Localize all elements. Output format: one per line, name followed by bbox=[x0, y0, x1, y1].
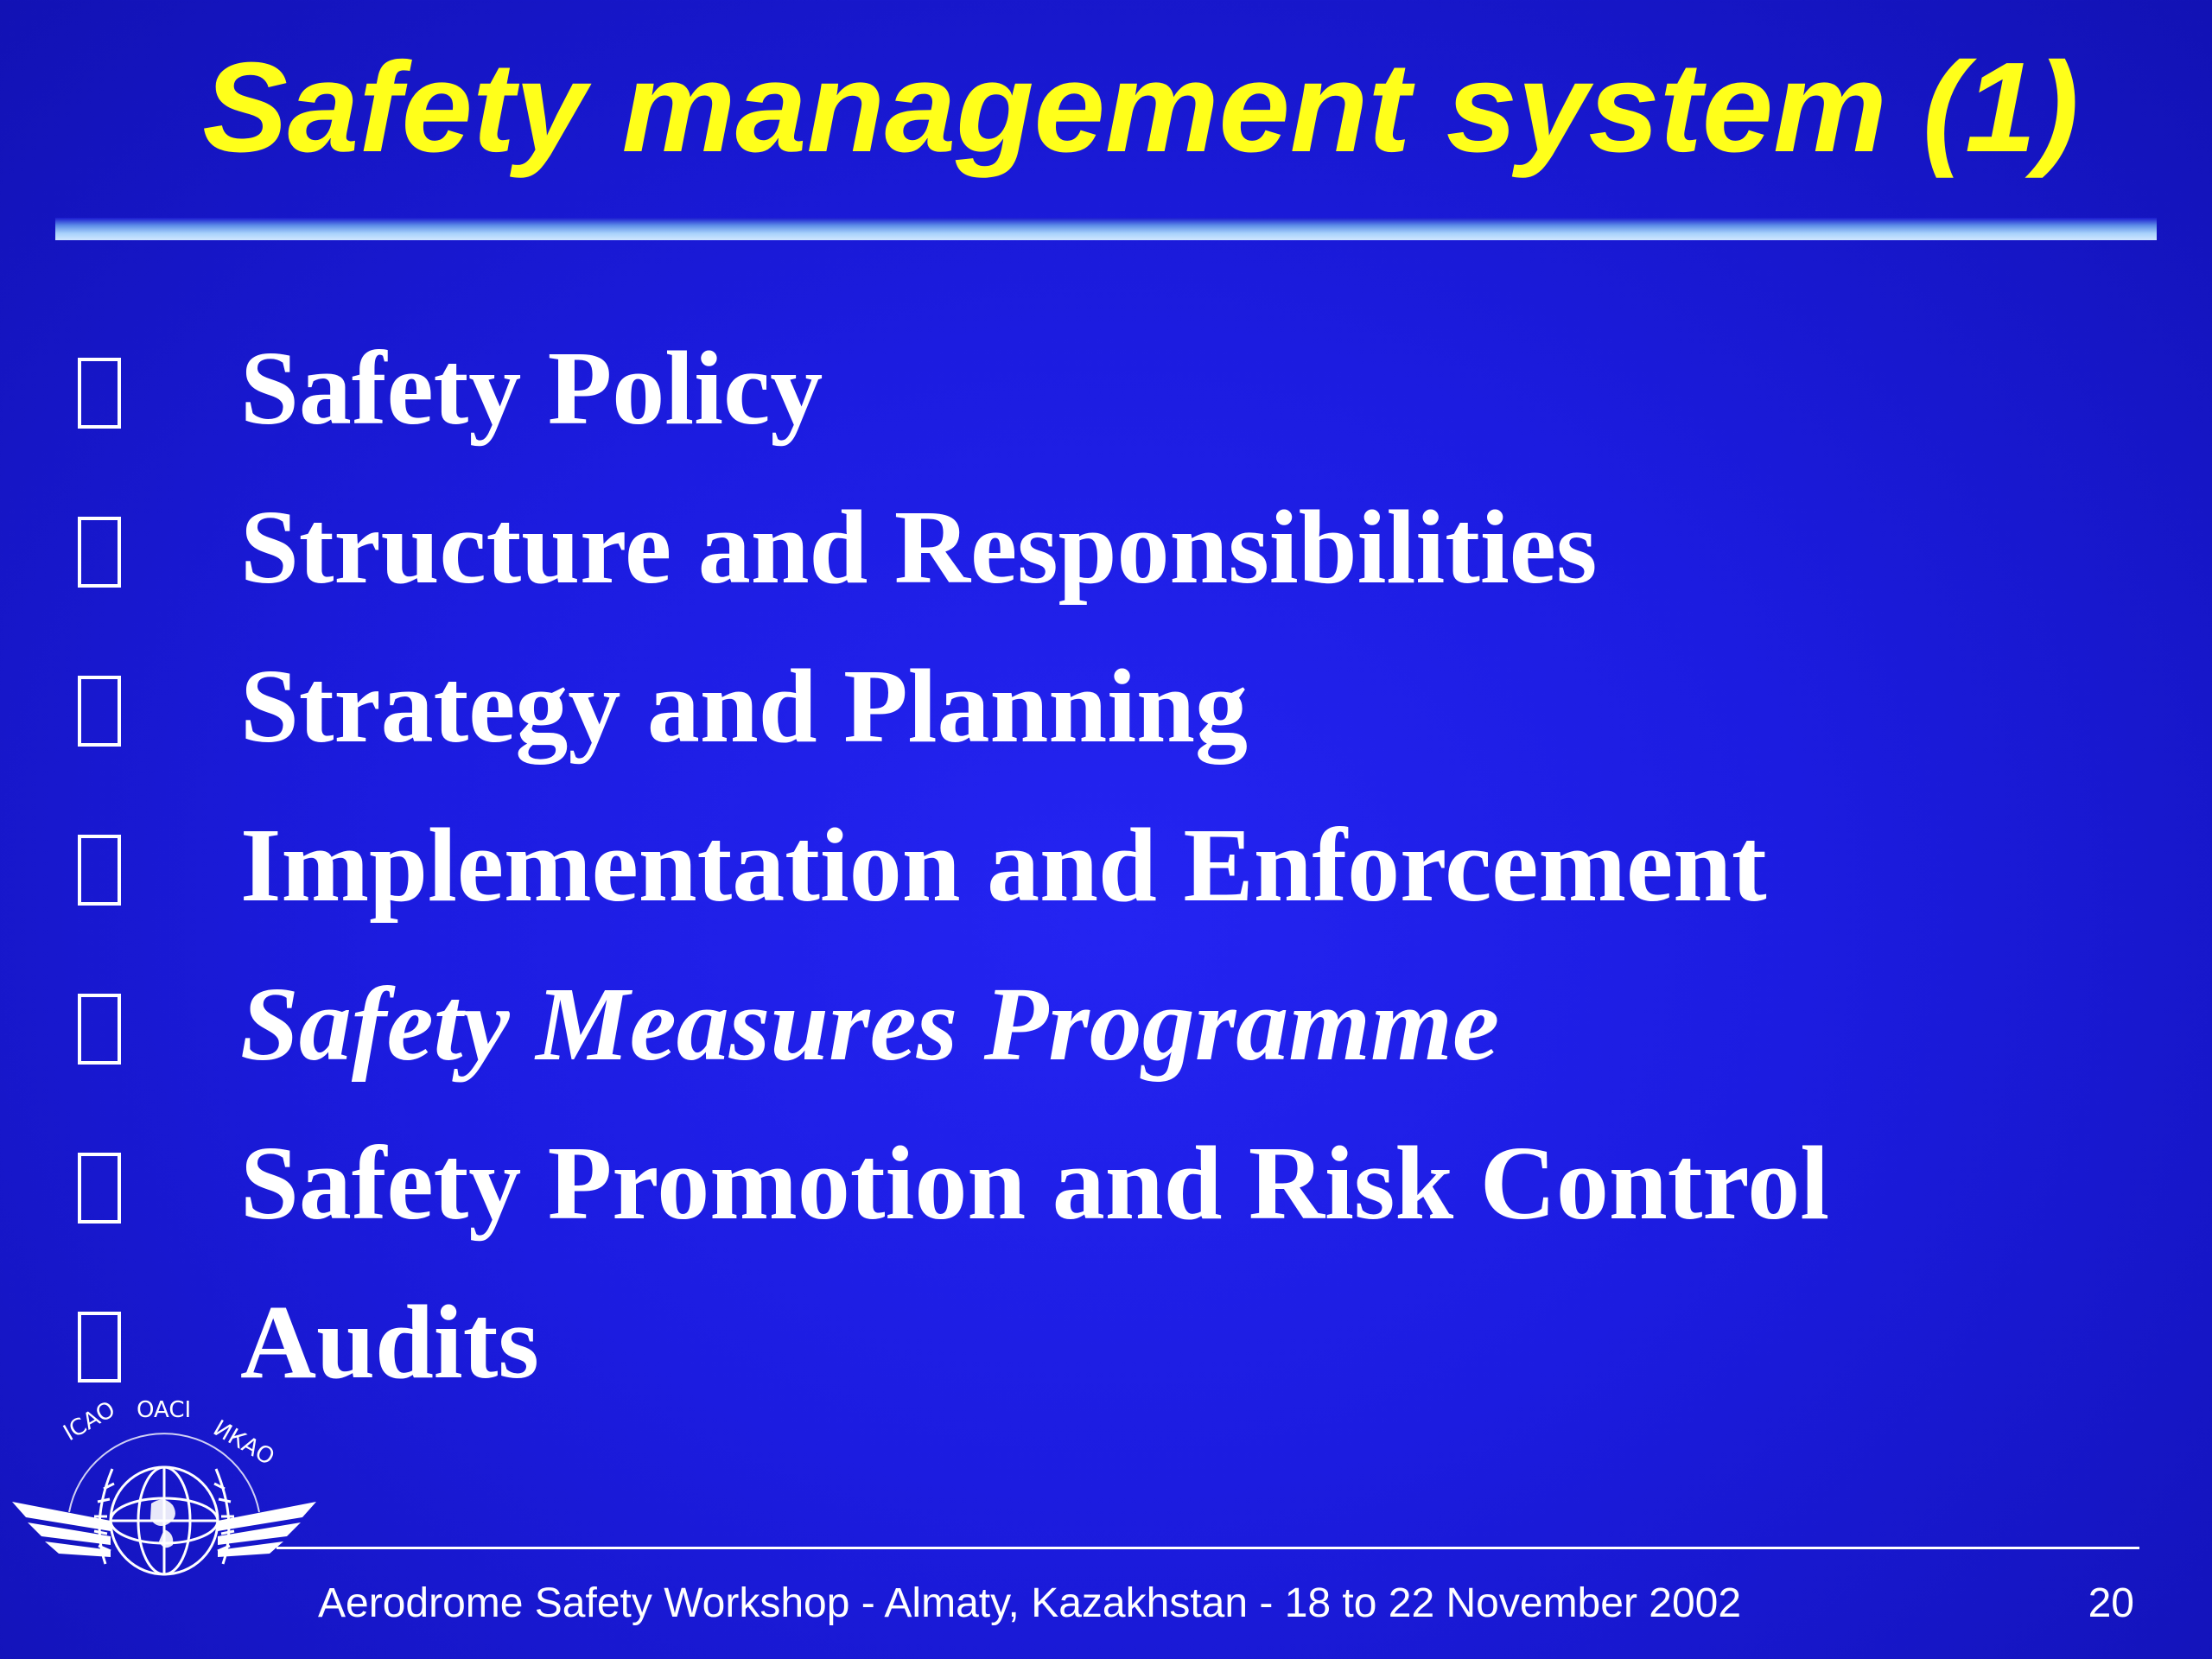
bullet-item bbox=[0, 797, 2212, 956]
square-bullet-icon bbox=[78, 517, 121, 588]
svg-text:OACI: OACI bbox=[137, 1397, 192, 1423]
square-bullet-icon bbox=[78, 1153, 121, 1224]
svg-text:ICAO: ICAO bbox=[59, 1396, 120, 1447]
square-bullet-icon bbox=[78, 994, 121, 1065]
bullet-label: Structure and Responsibilities bbox=[240, 489, 1598, 606]
square-bullet-icon bbox=[78, 358, 121, 429]
footer-text: Aerodrome Safety Workshop - Almaty, Kazakhstan - 18 to 22 November 2002 bbox=[318, 1580, 1742, 1626]
bullet-item bbox=[0, 1274, 2212, 1433]
bullet-list bbox=[0, 320, 2212, 1433]
bullet-label: Safety Promotion and Risk Control bbox=[240, 1125, 1830, 1242]
square-bullet-icon bbox=[78, 835, 121, 906]
bullet-label: Safety Measures Programme bbox=[240, 966, 1500, 1083]
page-number: 20 bbox=[2088, 1580, 2134, 1626]
slide-title: Safety management system (1) bbox=[202, 36, 2079, 179]
icao-emblem-icon bbox=[9, 1391, 320, 1650]
bullet-item bbox=[0, 320, 2212, 479]
bullet-label: Strategy and Planning bbox=[240, 648, 1248, 765]
bullet-item bbox=[0, 638, 2212, 797]
square-bullet-icon bbox=[78, 1312, 121, 1382]
bullet-item bbox=[0, 1115, 2212, 1274]
bullet-label: Safety Policy bbox=[240, 330, 823, 447]
square-bullet-icon bbox=[78, 676, 121, 747]
title-divider bbox=[55, 218, 2157, 240]
bullet-item bbox=[0, 956, 2212, 1115]
bullet-label: Implementation and Enforcement bbox=[240, 807, 1767, 924]
bullet-item bbox=[0, 479, 2212, 638]
footer-divider bbox=[276, 1547, 2139, 1549]
bullet-label: Audits bbox=[240, 1284, 539, 1401]
svg-text:ИКАО: ИКАО bbox=[208, 1415, 279, 1471]
